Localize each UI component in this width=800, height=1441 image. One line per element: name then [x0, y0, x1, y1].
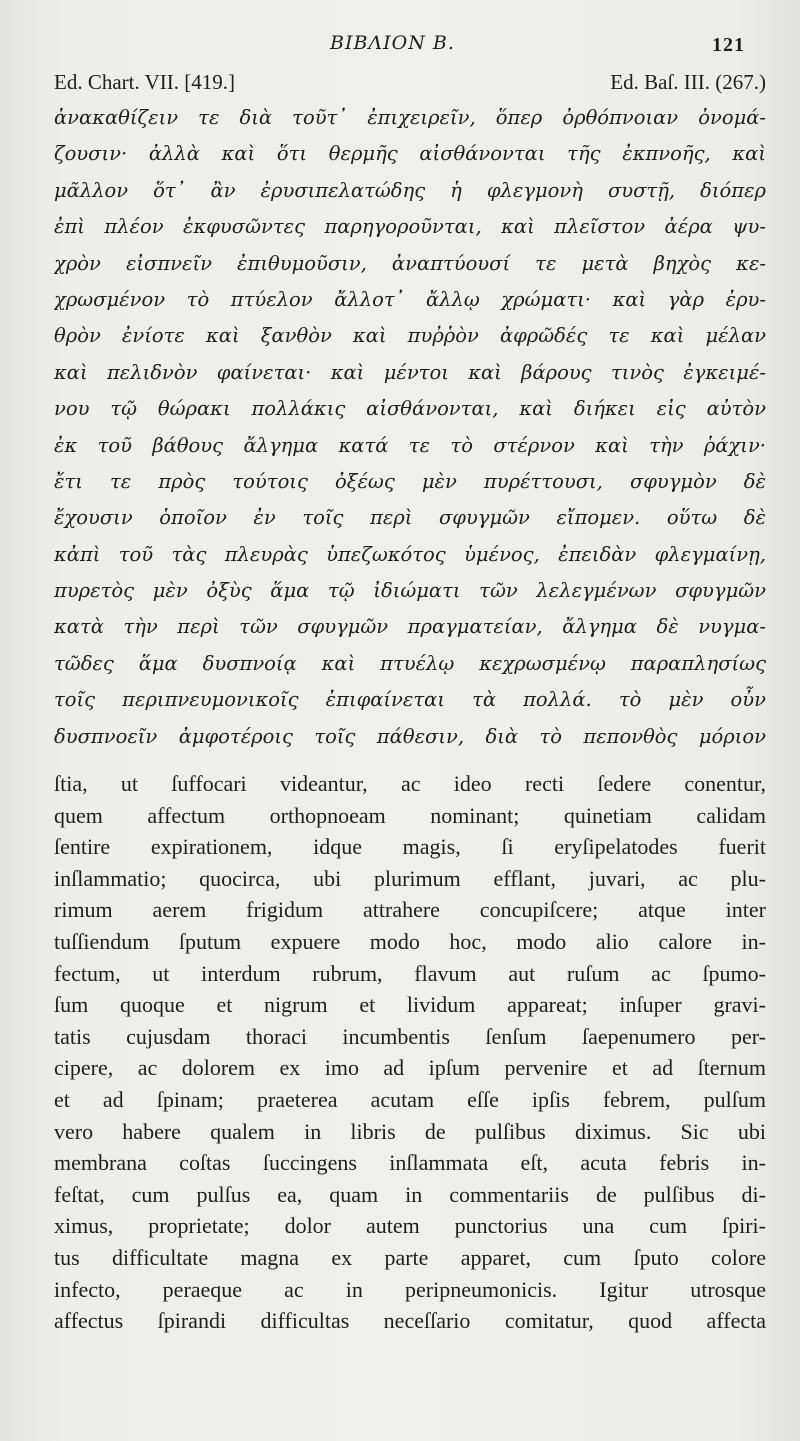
- greek-text-line: χρωσμένον τὸ πτύελον ἄλλοτ᾽ ἄλλῳ χρώματι· καὶ γὰρ ἐρυ-: [54, 287, 766, 311]
- greek-text-line: κἀπὶ τοῦ τὰς πλευρὰς ὑπεζωκότος ὑμένος, ἐπειδὰν φλεγμαίνῃ,: [54, 542, 766, 566]
- latin-text-line: ſum quoque et nigrum et lividum appareat; inſuper gravi-: [54, 992, 766, 1018]
- latin-text-line: ximus, proprietate; dolor autem punctorius una cum ſpiri-: [54, 1213, 766, 1239]
- latin-text-block: [54, 768, 766, 1337]
- greek-text-line: καὶ πελιδνὸν φαίνεται· καὶ μέντοι καὶ βάρους τινὸς ἐγκειμέ-: [54, 360, 766, 384]
- latin-text-line: ſtia, ut ſuffocari videantur, ac ideo recti ſedere conentur,: [54, 771, 766, 796]
- latin-text-line: membrana coſtas ſuccingens inſlammata eſt, acuta febris in-: [54, 1150, 766, 1176]
- latin-text-line: tuſſiendum ſputum expuere modo hoc, modo alio calore in-: [54, 928, 766, 954]
- latin-text-line: et ad ſpinam; praeterea acutam eſſe ipſis febrem, pulſum: [54, 1086, 766, 1112]
- greek-text-line: πυρετὸς μὲν ὀξὺς ἅμα τῷ ἰδιώματι τῶν λελεγμένων σφυγμῶν: [54, 579, 766, 603]
- latin-text-line: cipere, ac dolorem ex imo ad ipſum pervenire et ad ſternum: [54, 1055, 766, 1081]
- latin-text-line: infecto, peraeque ac in peripneumonicis. Igitur utrosque: [54, 1276, 766, 1302]
- latin-text-line: tatis cujusdam thoraci incumbentis ſenſum ſaepenumero per-: [54, 1023, 766, 1049]
- greek-text-block: [54, 100, 766, 755]
- greek-text-line: θρὸν ἐνίοτε καὶ ξανθὸν καὶ πυῤῥὸν ἀφρῶδές τε καὶ μέλαν: [54, 324, 766, 348]
- latin-text-line: rimum aerem frigidum attrahere concupiſcere; atque inter: [54, 897, 766, 923]
- greek-text-line: τῶδες ἅμα δυσπνοίᾳ καὶ πτυέλῳ κεχρωσμένῳ παραπλησίως: [54, 651, 766, 675]
- greek-text-line: μᾶλλον ὅτ᾽ ἂν ἐρυσιπελατώδης ἡ φλεγμονὴ συστῇ, διόπερ: [54, 178, 766, 202]
- greek-text-line: νου τῷ θώρακι πολλάκις αἰσθάνονται, καὶ διήκει εἰς αὐτὸν: [54, 397, 766, 421]
- greek-text-line: κατὰ τὴν περὶ τῶν σφυγμῶν πραγματείαν, ἄλγημα δὲ νυγμα-: [54, 615, 766, 639]
- greek-text-line: ἐπὶ πλέον ἐκφυσῶντες παρηγοροῦνται, καὶ πλεῖστον ἀέρα ψυ-: [54, 215, 766, 239]
- edition-reference-chartier: Ed. Chart. VII. [419.]: [54, 70, 235, 94]
- running-head: [0, 32, 800, 58]
- greek-text-line: ἐκ τοῦ βάθους ἄλγημα κατά τε τὸ στέρνον καὶ τὴν ῥάχιν·: [54, 433, 766, 457]
- page-number: 121: [712, 34, 745, 56]
- latin-text-line: inſlammatio; quocirca, ubi plurimum efflant, juvari, ac plu-: [54, 865, 766, 891]
- running-title: BIBΛΙΟΝ B.: [330, 32, 455, 54]
- latin-text-line: feſtat, cum pulſus ea, quam in commentariis de pulſibus di-: [54, 1181, 766, 1207]
- greek-text-line: ἔτι τε πρὸς τούτοις ὀξέως μὲν πυρέττουσι, σφυγμὸν δὲ: [54, 469, 766, 493]
- greek-text-line: τοῖς περιπνευμονικοῖς ἐπιφαίνεται τὰ πολλά. τὸ μὲν οὖν: [54, 688, 766, 712]
- latin-text-line: affectus ſpirandi difficultas neceſſario comitatur, quod affecta: [54, 1308, 766, 1334]
- greek-text-line: ἀνακαθίζειν τε διὰ τοῦτ᾽ ἐπιχειρεῖν, ὅπερ ὀρθόπνοιαν ὀνομά-: [54, 106, 766, 129]
- latin-text-line: vero habere qualem in libris de pulſibus diximus. Sic ubi: [54, 1118, 766, 1144]
- latin-text-line: quem affectum orthopnoeam nominant; quinetiam calidam: [54, 802, 766, 828]
- greek-text-line: ζουσιν· ἀλλὰ καὶ ὅτι θερμῆς αἰσθάνονται τῆς ἐκπνοῆς, καὶ: [54, 142, 766, 166]
- edition-reference-line: [54, 70, 766, 96]
- greek-text-line: χρὸν εἰσπνεῖν ἐπιθυμοῦσιν, ἀναπτύουσί τε μετὰ βηχὸς κε-: [54, 251, 766, 275]
- greek-text-line: ἔχουσιν ὁποῖον ἐν τοῖς περὶ σφυγμῶν εἴπομεν. οὕτω δὲ: [54, 506, 766, 530]
- latin-text-line: tus difficultate magna ex parte apparet, cum ſputo colore: [54, 1244, 766, 1270]
- edition-reference-basel: Ed. Baſ. III. (267.): [610, 70, 766, 94]
- latin-text-line: ſentire expirationem, idque magis, ſi eryſipelatodes fuerit: [54, 834, 766, 860]
- latin-text-line: fectum, ut interdum rubrum, flavum aut ruſum ac ſpumo-: [54, 960, 766, 986]
- greek-text-line: δυσπνοεῖν ἀμφοτέροις τοῖς πάθεσιν, διὰ τὸ πεπονθὸς μόριον: [54, 724, 766, 748]
